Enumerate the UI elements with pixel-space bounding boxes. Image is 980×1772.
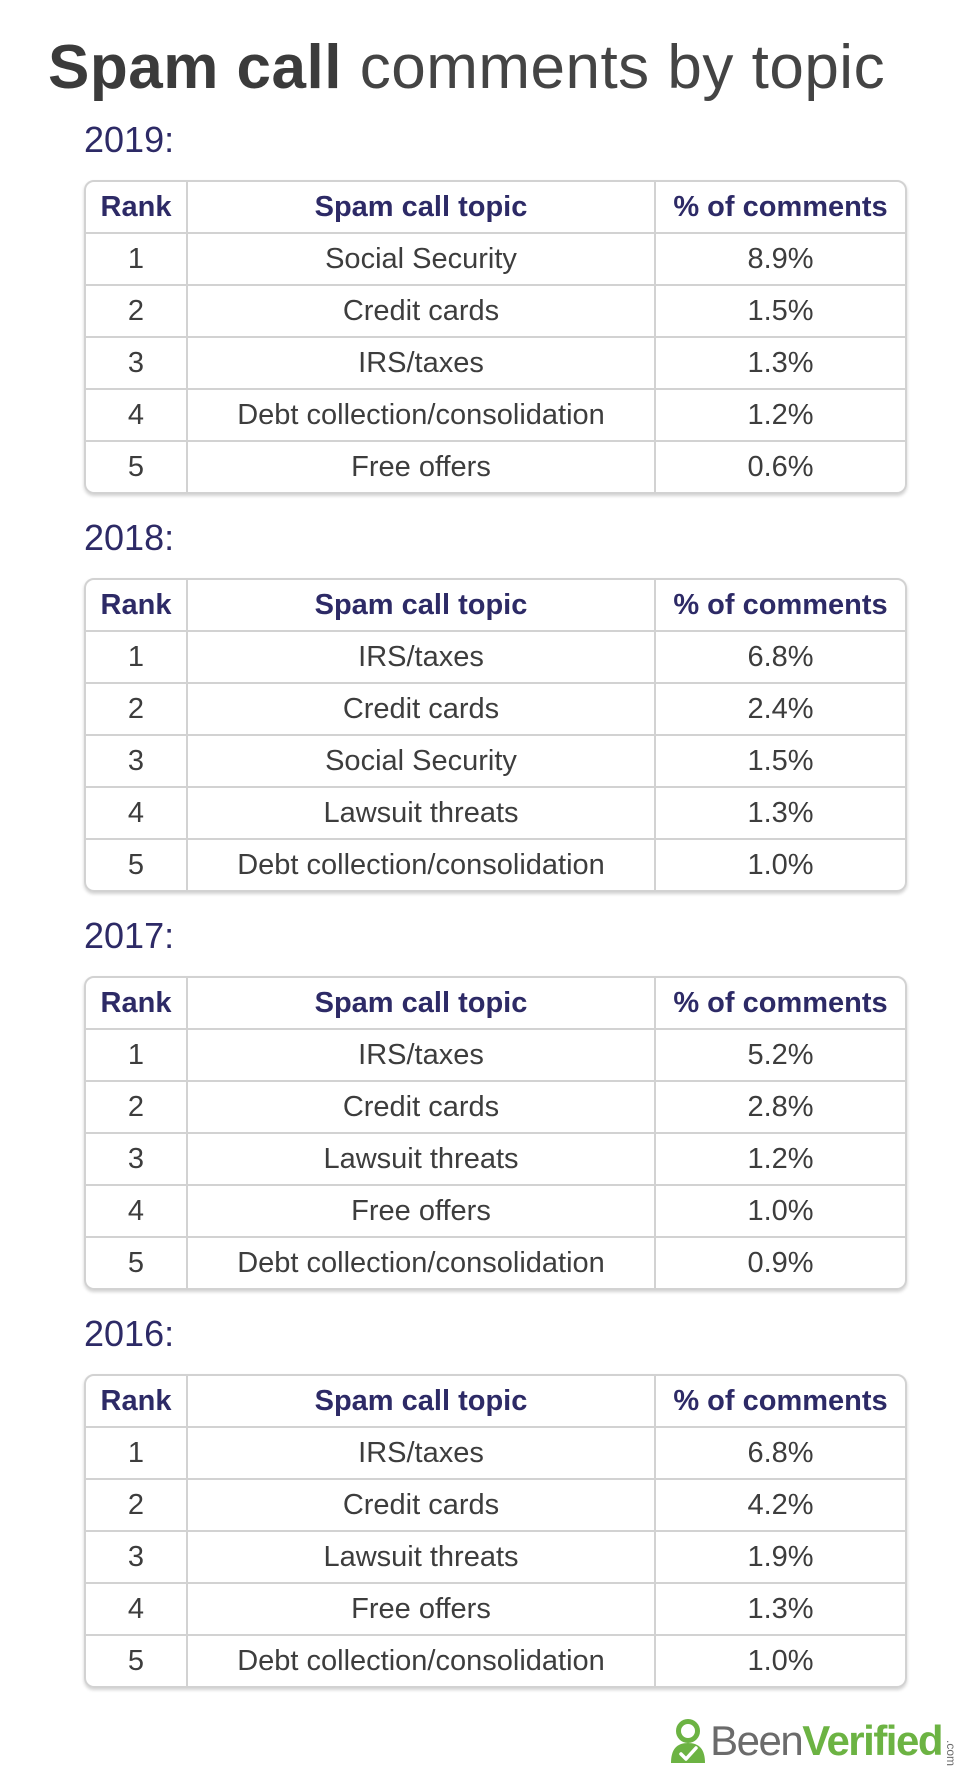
topic-cell: Debt collection/consolidation: [188, 1636, 656, 1686]
rank-cell: 4: [86, 390, 188, 442]
topic-cell: Free offers: [188, 442, 656, 492]
pct-cell: 2.8%: [656, 1082, 905, 1134]
rank-cell: 2: [86, 286, 188, 338]
table-row: [86, 1134, 905, 1186]
column-header-topic: Spam call topic: [188, 182, 656, 234]
topic-cell: Credit cards: [188, 1480, 656, 1532]
pct-cell: 1.9%: [656, 1532, 905, 1584]
year-label: 2019:: [84, 119, 175, 160]
topic-cell: Credit cards: [188, 684, 656, 736]
rank-cell: 1: [86, 632, 188, 684]
year-label: 2016:: [84, 1313, 175, 1354]
pct-cell: 8.9%: [656, 234, 905, 286]
rank-cell: 2: [86, 684, 188, 736]
table-header-row: [86, 978, 905, 1030]
rank-cell: 3: [86, 1532, 188, 1584]
topic-cell: Lawsuit threats: [188, 788, 656, 840]
pct-cell: 1.0%: [656, 1186, 905, 1238]
column-header-rank: Rank: [86, 580, 188, 632]
table-row: [86, 1480, 905, 1532]
pct-cell: 1.0%: [747, 848, 814, 881]
column-header-pct: % of comments: [656, 182, 905, 234]
table-row: [86, 390, 905, 442]
rank-cell: 2: [86, 1480, 188, 1532]
table-row: [86, 1082, 905, 1134]
pct-cell: 4.2%: [656, 1480, 905, 1532]
year-section-2019: [84, 118, 907, 494]
brand-name-part1: Been: [710, 1717, 803, 1764]
topic-cell: IRS/taxes: [188, 632, 656, 684]
table-header-row: [86, 1376, 905, 1428]
topic-cell: Lawsuit threats: [188, 1532, 656, 1584]
rank-cell: 3: [86, 1134, 188, 1186]
table-row: [86, 1186, 905, 1238]
pct-cell: 0.9%: [747, 1246, 814, 1279]
table-row: [86, 338, 905, 390]
pct-cell: 1.5%: [656, 286, 905, 338]
year-section-2018: [84, 516, 907, 892]
pct-cell: 1.2%: [656, 1134, 905, 1186]
brand-logo: [668, 1716, 958, 1766]
pct-cell: 6.8%: [656, 1428, 905, 1480]
page-title-light: comments by topic: [359, 33, 886, 102]
topic-cell: Free offers: [188, 1186, 656, 1238]
topic-cell: IRS/taxes: [188, 338, 656, 390]
table-row: [86, 684, 905, 736]
column-header-topic: Spam call topic: [188, 1376, 656, 1428]
column-header-topic: Spam call topic: [188, 978, 656, 1030]
page-title-strong: Spam call: [48, 33, 342, 102]
table-row: [86, 1636, 905, 1686]
topic-cell: IRS/taxes: [188, 1030, 656, 1082]
pct-cell: 1.3%: [656, 1584, 905, 1636]
brand-name-part2: Verified: [802, 1717, 942, 1764]
year-section-2017: [84, 914, 907, 1290]
table-row: [86, 1030, 905, 1082]
rank-cell: 5: [86, 1636, 188, 1686]
rank-cell: 5: [86, 442, 188, 492]
pct-cell: 1.3%: [656, 788, 905, 840]
topic-cell: Free offers: [188, 1584, 656, 1636]
table-header-row: [86, 580, 905, 632]
pct-cell: 1.3%: [656, 338, 905, 390]
table-row: [86, 632, 905, 684]
topic-cell: IRS/taxes: [188, 1428, 656, 1480]
table-row: [86, 840, 905, 890]
table-row: [86, 1238, 905, 1288]
page-title: [48, 30, 885, 106]
rank-cell: 3: [86, 338, 188, 390]
table-row: [86, 736, 905, 788]
table-row: [86, 788, 905, 840]
topic-cell: Lawsuit threats: [188, 1134, 656, 1186]
topic-cell: Credit cards: [188, 286, 656, 338]
rank-cell: 4: [86, 1186, 188, 1238]
pct-cell: 2.4%: [656, 684, 905, 736]
table-row: [86, 1428, 905, 1480]
rank-cell: 3: [86, 736, 188, 788]
column-header-pct: % of comments: [656, 978, 905, 1030]
rank-cell: 1: [86, 1030, 188, 1082]
pct-cell: 1.0%: [747, 1644, 814, 1677]
rank-cell: 4: [86, 788, 188, 840]
column-header-rank: Rank: [86, 182, 188, 234]
table-header-row: [86, 182, 905, 234]
rank-cell: 2: [86, 1082, 188, 1134]
year-label: 2018:: [84, 517, 175, 558]
rank-cell: 4: [86, 1584, 188, 1636]
table-row: [86, 234, 905, 286]
year-section-2016: [84, 1312, 907, 1688]
rank-table: [84, 180, 907, 494]
rank-cell: 1: [86, 234, 188, 286]
column-header-pct: % of comments: [656, 580, 905, 632]
pct-cell: 0.6%: [747, 450, 814, 483]
rank-table: [84, 976, 907, 1290]
brand-suffix: .com: [944, 1739, 958, 1766]
rank-table: [84, 1374, 907, 1688]
rank-cell: 1: [86, 1428, 188, 1480]
topic-cell: Debt collection/consolidation: [188, 390, 656, 442]
column-header-topic: Spam call topic: [188, 580, 656, 632]
table-row: [86, 286, 905, 338]
column-header-pct: % of comments: [656, 1376, 905, 1428]
topic-cell: Debt collection/consolidation: [188, 1238, 656, 1288]
pct-cell: 6.8%: [656, 632, 905, 684]
pct-cell: 1.5%: [656, 736, 905, 788]
pct-cell: 5.2%: [656, 1030, 905, 1082]
column-header-rank: Rank: [86, 978, 188, 1030]
table-row: [86, 1532, 905, 1584]
rank-table: [84, 578, 907, 892]
year-label: 2017:: [84, 915, 175, 956]
rank-cell: 5: [86, 1238, 188, 1288]
pct-cell: 1.2%: [656, 390, 905, 442]
topic-cell: Credit cards: [188, 1082, 656, 1134]
table-row: [86, 1584, 905, 1636]
table-row: [86, 442, 905, 492]
topic-cell: Social Security: [188, 736, 656, 788]
column-header-rank: Rank: [86, 1376, 188, 1428]
topic-cell: Social Security: [188, 234, 656, 286]
rank-cell: 5: [86, 840, 188, 890]
topic-cell: Debt collection/consolidation: [188, 840, 656, 890]
person-checkmark-logo-icon: [668, 1718, 708, 1764]
